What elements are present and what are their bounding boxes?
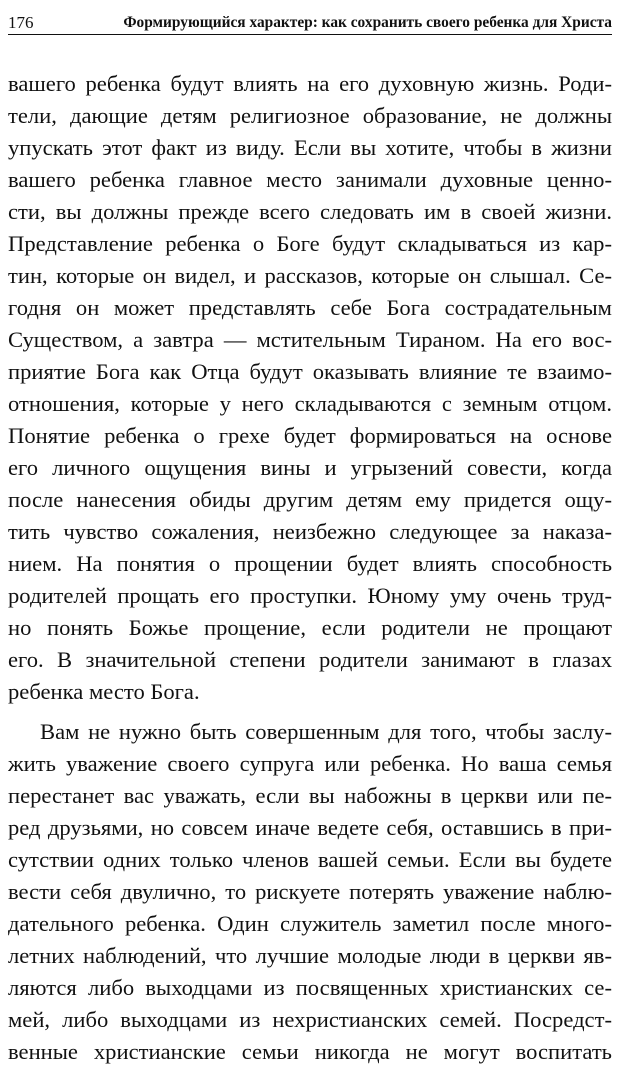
text-line: Понятие ребенка о грехе будет формироваться на основе (8, 423, 612, 448)
text-line: отношения, которые у него складываются с земным отцом. (8, 391, 612, 416)
text-line: упускать этот факт из виду. Если вы хотите, чтобы в жизни (8, 135, 612, 160)
text-line: мей, либо выходцами из нехристианских семей. Посредст- (8, 1007, 612, 1032)
text-line: летних наблюдений, что лучшие молодые люди в церкви яв- (8, 943, 612, 968)
text-line: его личного ощущения вины и угрызений совести, когда (8, 455, 612, 480)
paragraph (8, 68, 612, 708)
text-line: венные христианские семьи никогда не могут воспитать (8, 1039, 612, 1064)
text-line: вашего ребенка будут влиять на его духовную жизнь. Роди- (8, 71, 612, 96)
text-line: дательного ребенка. Один служитель заметил после много- (8, 911, 612, 936)
text-line: перестанет вас уважать, если вы набожны в церкви или пе- (8, 783, 612, 808)
text-line: Существом, а завтра — мстительным Тираном. На его вос- (8, 327, 612, 352)
text-line: приятие Бога как Отца будут оказывать влияние те взаимо- (8, 359, 612, 384)
text-line: родителей прощать его проступки. Юному уму очень труд- (8, 583, 612, 608)
text-line: сутствии одних только членов вашей семьи. Если вы будете (8, 847, 612, 872)
running-title: Формирующийся характер: как сохранить своего ребенка для Христа (123, 14, 612, 31)
text-line: годня он может представлять себе Бога сострадательным (8, 295, 612, 320)
text-line: тин, которые он видел, и рассказов, которые он слышал. Се- (8, 263, 612, 288)
text-line: ред друзьями, но совсем иначе ведете себя, оставшись в при- (8, 815, 612, 840)
text-line: тить чувство сожаления, неизбежно следующее за наказа- (8, 519, 612, 544)
page-number: 176 (8, 13, 34, 32)
paragraph-gap (8, 708, 612, 716)
text-line: Вам не нужно быть совершенным для того, чтобы заслу- (40, 719, 612, 744)
text-line: вашего ребенка главное место занимали духовные ценно- (8, 167, 612, 192)
text-line: ляются либо выходцами из посвященных христианских се- (8, 975, 612, 1000)
header-rule (8, 34, 612, 35)
text-line: Представление ребенка о Боге будут складываться из кар- (8, 231, 612, 256)
text-line: ребенка место Бога. (8, 679, 200, 704)
text-line: вести себя двулично, то рискуете потерять уважение наблю- (8, 879, 612, 904)
text-line: после нанесения обиды другим детям ему придется ощу- (8, 487, 612, 512)
text-line: тели, дающие детям религиозное образование, не должны (8, 103, 612, 128)
paragraph (8, 716, 612, 1068)
running-header (8, 2, 612, 32)
body-text (8, 68, 612, 1068)
text-line: жить уважение своего супруга или ребенка. Но ваша семья (8, 751, 612, 776)
text-line: сти, вы должны прежде всего следовать им в своей жизни. (8, 199, 612, 224)
text-line: нием. На понятия о прощении будет влиять способность (8, 551, 612, 576)
text-line: его. В значительной степени родители занимают в глазах (8, 647, 612, 672)
text-line: но понять Божье прощение, если родители не прощают (8, 615, 612, 640)
